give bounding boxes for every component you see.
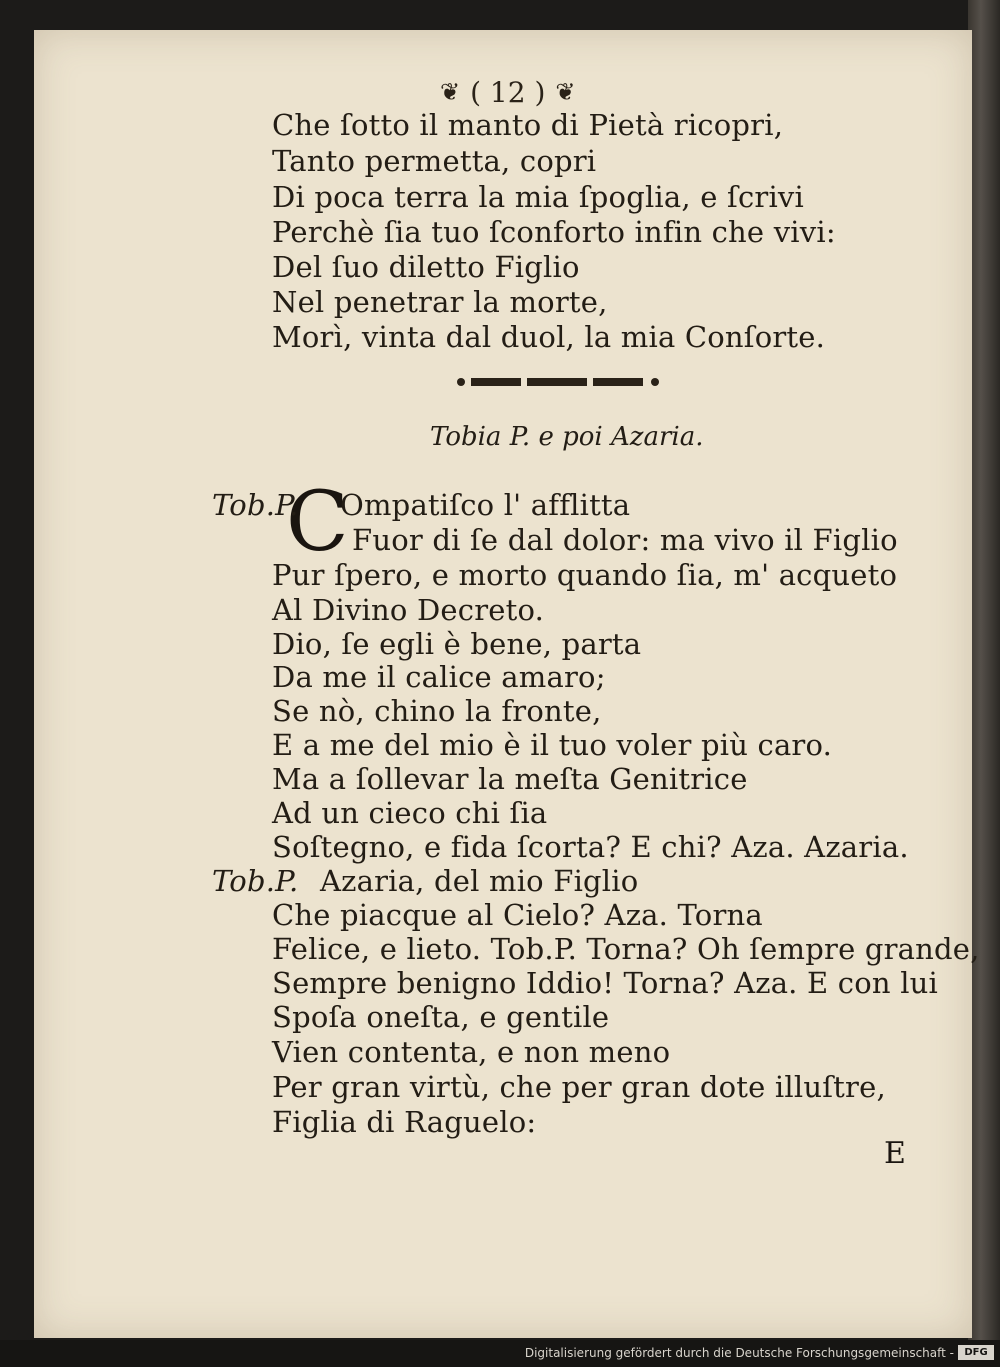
dialogue-line: Ompatiſco l' afflitta (340, 488, 631, 522)
dialogue-line: Fuor di ſe dal dolor: ma vivo il Figlio (352, 523, 898, 557)
verse-line: Del ſuo diletto Figlio (272, 250, 580, 284)
stage-direction: Tobia P. e poi Azaria. (430, 422, 704, 452)
dialogue-line: Figlia di Raguelo: (272, 1105, 537, 1139)
dialogue-line: Da me il calice amaro; (272, 660, 606, 694)
dialogue-line: Che piacque al Cielo? Aza. Torna (272, 898, 763, 932)
dialogue-line: Felice, e lieto. Tob.P. Torna? Oh ſempre grande, (272, 932, 980, 966)
page-number: ( 12 ) (470, 75, 546, 109)
page-header (440, 72, 700, 112)
dialogue-line: E a me del mio è il tuo voler più caro. (272, 728, 833, 762)
dialogue-line: Spoſa oneſta, e gentile (272, 1000, 610, 1034)
dialogue-line: Ad un cieco chi ſia (272, 796, 548, 830)
catchword: E (884, 1136, 906, 1171)
dialogue-line: Per gran virtù, che per gran dote illuſtre, (272, 1070, 886, 1104)
verse-line: Nel penetrar la morte, (272, 285, 608, 319)
footer-credit: Digitalisierung gefördert durch die Deutsche Forschungsgemeinschaft - (524, 1346, 954, 1360)
fleuron-right-icon: ❦ (555, 78, 576, 106)
drop-capital: C (286, 475, 349, 570)
dialogue-line: Vien contenta, e non meno (272, 1035, 671, 1069)
dialogue-line: Azaria, del mio Figlio (320, 864, 639, 898)
dialogue-line: Soſtegno, e fida ſcorta? E chi? Aza. Azaria. (272, 830, 909, 864)
speaker-label: Tob.P. (212, 864, 299, 898)
dialogue-line: Dio, ſe egli è bene, parta (272, 627, 642, 661)
ornamental-divider (455, 372, 665, 392)
dialogue-line: Ma a ſollevar la meſta Genitrice (272, 762, 748, 796)
verse-line: Che ſotto il manto di Pietà ricopri, (272, 108, 784, 142)
book-binding-edge (968, 0, 1000, 1340)
verse-line: Tanto permetta, copri (272, 144, 597, 178)
dialogue-line: Se nò, chino la fronte, (272, 694, 602, 728)
dialogue-line: Pur ſpero, e morto quando ſia, m' acqueto (272, 558, 898, 592)
dfg-logo: DFG (958, 1345, 994, 1360)
verse-line: Perchè ſia tuo ſconforto infin che vivi: (272, 215, 836, 249)
fleuron-left-icon: ❦ (440, 78, 461, 106)
speaker-label: Tob.P. (212, 488, 299, 522)
verse-line: Di poca terra la mia ſpoglia, e ſcrivi (272, 180, 804, 214)
dialogue-line: Al Divino Decreto. (272, 593, 545, 627)
verse-line: Morì, vinta dal duol, la mia Conſorte. (272, 320, 826, 354)
dialogue-line: Sempre benigno Iddio! Torna? Aza. E con lui (272, 966, 939, 1000)
